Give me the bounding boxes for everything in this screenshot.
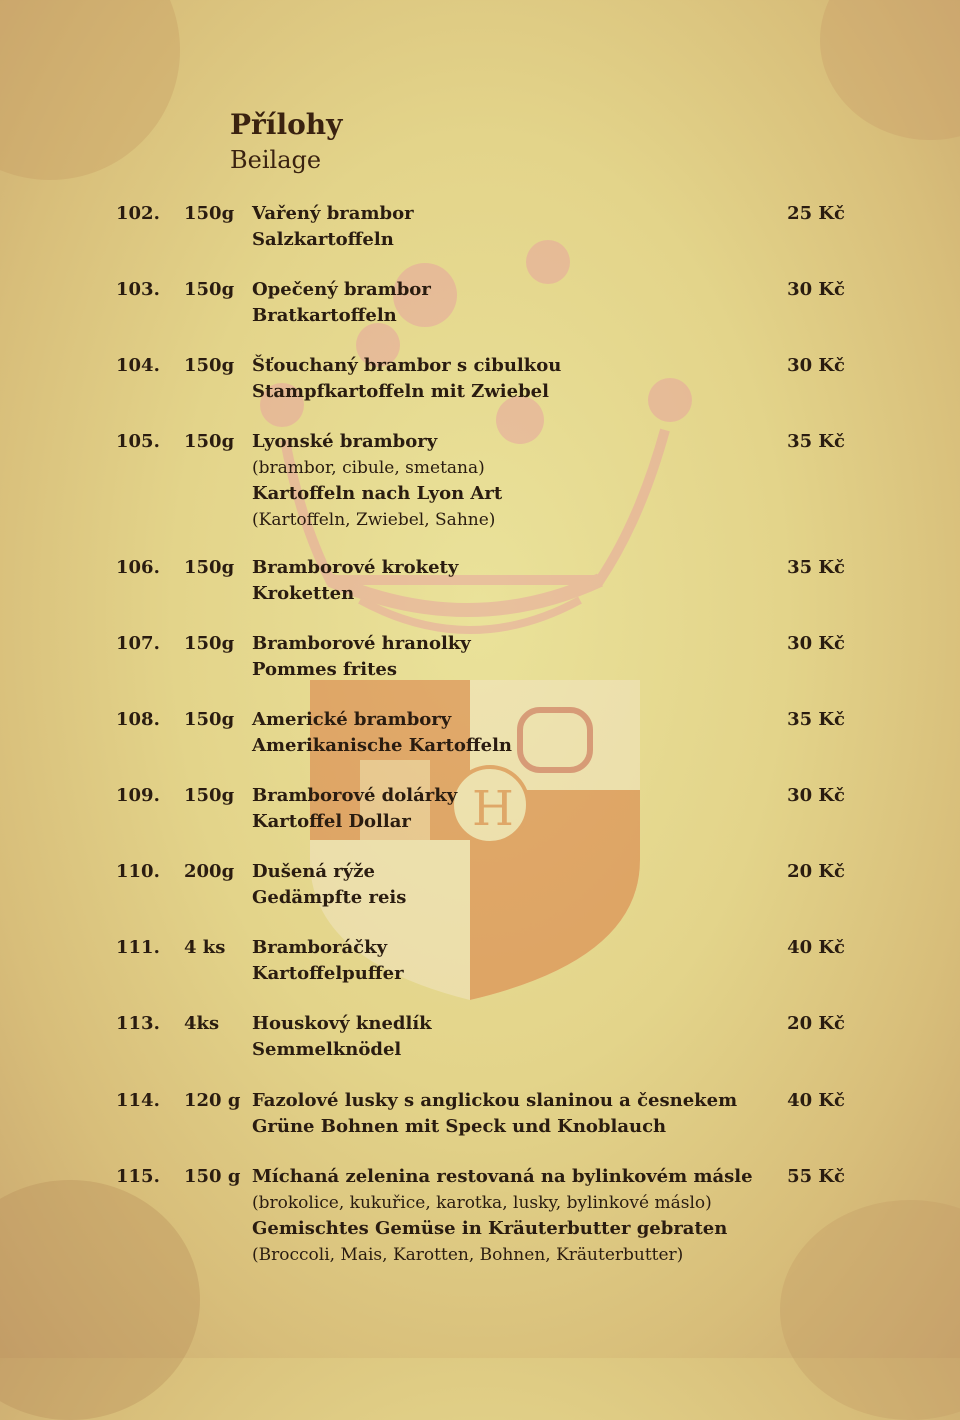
item-number: 109. <box>116 785 160 806</box>
item-quantity: 200g <box>184 861 235 882</box>
item-ingredients: (brambor, cibule, smetana) <box>252 458 485 478</box>
item-description <box>252 1091 737 1143</box>
item-number: 115. <box>116 1166 160 1187</box>
item-name: Kartoffelpuffer <box>252 963 404 984</box>
item-name: Grüne Bohnen mit Speck und Knoblauch <box>252 1116 667 1137</box>
item-name: Bramborové dolárky <box>252 785 458 806</box>
item-description <box>252 558 458 610</box>
item-name: Dušená rýže <box>252 861 375 882</box>
item-name: Americké brambory <box>252 709 452 730</box>
item-quantity: 120 g <box>184 1090 241 1111</box>
item-number: 107. <box>116 633 160 654</box>
svg-text:H: H <box>472 781 514 837</box>
item-quantity: 4 ks <box>184 937 226 958</box>
item-quantity: 4ks <box>184 1013 220 1034</box>
item-quantity: 150g <box>184 557 235 578</box>
item-name: Pommes frites <box>252 659 397 680</box>
item-name: Šťouchaný brambor s cibulkou <box>252 355 562 376</box>
item-number: 103. <box>116 279 160 300</box>
item-price: 25 Kč <box>787 203 845 224</box>
item-number: 105. <box>116 431 160 452</box>
item-number: 106. <box>116 557 160 578</box>
page-title: Přílohy <box>230 108 343 141</box>
item-description <box>252 710 512 762</box>
item-quantity: 150 g <box>184 1166 241 1187</box>
item-name: Semmelknödel <box>252 1039 402 1060</box>
item-quantity: 150g <box>184 279 235 300</box>
item-quantity: 150g <box>184 785 235 806</box>
item-name: Kartoffeln nach Lyon Art <box>252 483 503 504</box>
item-price: 30 Kč <box>787 633 845 654</box>
item-description <box>252 432 502 536</box>
item-name: Bramborové hranolky <box>252 633 471 654</box>
item-price: 40 Kč <box>787 937 845 958</box>
item-description <box>252 204 414 256</box>
item-price: 20 Kč <box>787 1013 845 1034</box>
item-price: 30 Kč <box>787 279 845 300</box>
item-price: 35 Kč <box>787 431 845 452</box>
item-name: Bratkartoffeln <box>252 305 397 326</box>
item-number: 110. <box>116 861 160 882</box>
item-quantity: 150g <box>184 633 235 654</box>
item-ingredients: (Broccoli, Mais, Karotten, Bohnen, Kräuterbutter) <box>252 1245 684 1265</box>
item-name: Lyonské brambory <box>252 431 438 452</box>
item-price: 20 Kč <box>787 861 845 882</box>
item-description <box>252 938 404 990</box>
item-description <box>252 862 406 914</box>
item-number: 113. <box>116 1013 160 1034</box>
item-quantity: 150g <box>184 709 235 730</box>
item-number: 102. <box>116 203 160 224</box>
item-description <box>252 1167 753 1271</box>
item-price: 35 Kč <box>787 709 845 730</box>
item-quantity: 150g <box>184 431 235 452</box>
item-name: Kroketten <box>252 583 355 604</box>
item-name: Amerikanische Kartoffeln <box>252 735 513 756</box>
item-description <box>252 786 457 838</box>
item-name: Opečený brambor <box>252 279 431 300</box>
item-number: 114. <box>116 1090 160 1111</box>
page-subtitle: Beilage <box>230 146 322 174</box>
item-price: 35 Kč <box>787 557 845 578</box>
item-number: 108. <box>116 709 160 730</box>
item-price: 30 Kč <box>787 355 845 376</box>
item-ingredients: (brokolice, kukuřice, karotka, lusky, bylinkové máslo) <box>252 1193 712 1213</box>
item-description <box>252 356 561 408</box>
item-name: Bramboráčky <box>252 937 388 958</box>
item-quantity: 150g <box>184 203 235 224</box>
item-price: 40 Kč <box>787 1090 845 1111</box>
item-name: Houskový knedlík <box>252 1013 432 1034</box>
item-name: Stampfkartoffeln mit Zwiebel <box>252 381 549 402</box>
item-number: 104. <box>116 355 160 376</box>
item-price: 30 Kč <box>787 785 845 806</box>
item-ingredients: (Kartoffeln, Zwiebel, Sahne) <box>252 510 496 530</box>
item-name: Míchaná zelenina restovaná na bylinkovém másle <box>252 1166 753 1187</box>
item-quantity: 150g <box>184 355 235 376</box>
item-name: Kartoffel Dollar <box>252 811 411 832</box>
item-name: Fazolové lusky s anglickou slaninou a česnekem <box>252 1090 738 1111</box>
item-name: Gedämpfte reis <box>252 887 407 908</box>
item-name: Gemischtes Gemüse in Kräuterbutter gebraten <box>252 1218 728 1239</box>
item-name: Vařený brambor <box>252 203 414 224</box>
item-number: 111. <box>116 937 160 958</box>
item-name: Bramborové krokety <box>252 557 459 578</box>
item-description <box>252 634 471 686</box>
item-description <box>252 1014 432 1066</box>
item-price: 55 Kč <box>787 1166 845 1187</box>
item-name: Salzkartoffeln <box>252 229 394 250</box>
item-description <box>252 280 431 332</box>
